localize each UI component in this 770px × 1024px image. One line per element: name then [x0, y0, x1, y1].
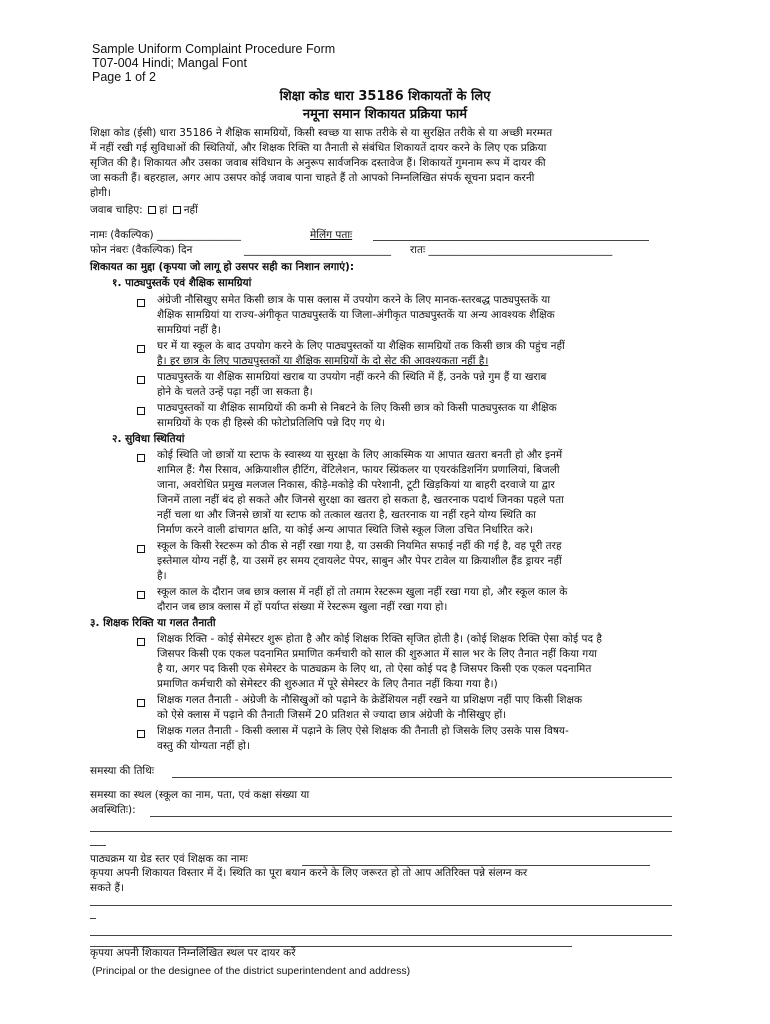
checkbox-textbooks-4[interactable] — [137, 407, 145, 415]
location-label-cont: अवस्थितिः): — [90, 804, 136, 816]
header-form-name: Sample Uniform Complaint Procedure Form — [92, 42, 336, 56]
intro-line: सृजित की है। शिकायत और उसका जवाब संविधान के अनुरूप सार्वजनिक दस्तावेज हैं। शिकायतें गुमनाम रूप में दायर की — [90, 157, 546, 169]
response-yes-label: हां — [159, 204, 168, 216]
item-line: पाठ्यपुस्तकों या शैक्षिक सामग्रियों की कमी से निबटने के लिए किसी छात्र को किसी पाठ्यपुस्तक या शैक्षिक — [157, 402, 557, 414]
intro-line: में नहीं रखी गई सुविधाओं की स्थितियों, और शिक्षक रिक्ति या तैनाती से संबंधित शिकायतें दायर करने के लिए एक प्रक्रिया — [90, 142, 547, 154]
issue-heading: शिकायत का मुद्दा (कृपया जो लागू हो उसपर सही का निशान लगाएं): — [90, 261, 355, 273]
item-line: स्कूल काल के दौरान जब छात्र क्लास में नहीं हों तो तमाम रेस्टरूम खुला नहीं रखा गया हो, और स्कूल काल के — [157, 586, 568, 598]
describe-field-line[interactable] — [90, 935, 672, 936]
response-no-checkbox[interactable] — [173, 206, 181, 214]
checkbox-facilities-1[interactable] — [137, 454, 145, 462]
form-title-line2: नमूना समान शिकायत प्रक्रिया फार्म — [302, 107, 468, 122]
location-label: समस्या का स्थल (स्कूल का नाम, पता, एवं कक्षा संख्या या — [90, 789, 310, 801]
phone-day-field[interactable]: ____________________________ — [244, 244, 391, 256]
checkbox-teacher-2[interactable] — [137, 699, 145, 707]
phone-night-field[interactable]: रातः ___________________________________ — [410, 244, 613, 256]
describe-field-line[interactable] — [90, 905, 672, 906]
item-line: दौरान जब छात्र क्लास में हों पर्याप्त संख्या में रेस्टरूम खुला नहीं रखा गया हो। — [157, 601, 448, 613]
item-line: निर्माण करने वाली ढांचागत क्षति, या कोई अन्य आपात स्थिति जिसे स्कूल जिला उचित निर्धारित करे। — [157, 524, 534, 536]
item-line: प्रमाणित कर्मचारी को सेमेस्टर की शुरुआत में पूरे सेमेस्टर के लिए तैनात नहीं किया गया है।) — [157, 678, 498, 690]
header-page-number: Page 1 of 2 — [92, 70, 156, 84]
item-line: जिसपर किसी एक एकल पदनामित प्रमाणित कर्मचारी को साल की शुरुआत में साल भर के लिए तैनात नहीं किया गया — [157, 648, 598, 660]
location-field-extra[interactable] — [90, 831, 672, 832]
item-line: नहीं चला था और जिनसे छात्रों या स्टाफ को तत्काल खतरा है, खतरनाक या नहीं रहने योग्य स्थिति का — [157, 509, 536, 521]
item-line: सामग्रियों के एक ही हिस्से की फोटोप्रतिलिपि पन्ने दिए गए थे। — [157, 417, 386, 429]
item-line: है। — [157, 570, 167, 582]
item-line: शामिल हैं: गैस रिसाव, अक्रियाशील हीटिंग, वेंटिलेशन, फायर स्प्रिंकलर या एयरकंडिशनिंग प्रणालियां, बिजली — [157, 464, 560, 476]
item-line: कोई स्थिति जो छात्रों या स्टाफ के स्वास्थ्य या सुरक्षा के लिए आकस्मिक या आपात खतरा बनती हो और इनमें — [157, 449, 563, 461]
location-field-overflow — [90, 845, 106, 846]
describe-field-overflow — [90, 918, 96, 919]
course-teacher-label: पाठ्यक्रम या ग्रेड स्तर एवं शिक्षक का नामः — [90, 853, 248, 865]
checkbox-textbooks-1[interactable] — [137, 299, 145, 307]
item-line: जाना, अवरोधित प्रमुख मलजल निकास, कीड़े-मकोड़े की परेशानी, टूटी खिड़कियां या बाहरी दरवाजे या द्वार — [157, 479, 555, 491]
item-line: पाठ्यपुस्तकें या शैक्षिक सामग्रियां खराब या उपयोग नहीं करने की स्थिति में हैं, उनके पन्ने गुम हैं या खराब — [157, 371, 547, 383]
item-line: शिक्षक गलत तैनाती - अंग्रेजी के नौसिखुओं को पढ़ाने के क्रेडेंशियल नहीं रखने या प्रशिक्षण नहीं पाए किसी शिक्षक — [157, 694, 583, 706]
phone-label: फोन नंबरः (वैकल्पिक) दिन — [90, 244, 193, 256]
item-line: सामग्रियां नहीं है। — [157, 324, 221, 336]
problem-date-field[interactable] — [172, 777, 672, 778]
item-line: जिनमें ताला नहीं बंद हो सकते और जिनसे सुरक्षा का खतरा हो सकता है, खतरनाक पदार्थ जिनका पहले पता — [157, 494, 564, 506]
principal-note: (Principal or the designee of the district superintendent and address) — [92, 965, 411, 977]
item-line: वस्तु की योग्यता नहीं हो। — [157, 740, 250, 752]
item-line: शिक्षक रिक्ति - कोई सेमेस्टर शुरू होता है और कोई शिक्षक रिक्ति सृजित होती है। (कोई शिक्षक रिक्ति ऐसा कोई पद है — [157, 633, 602, 645]
item-line: है या, अगर पद किसी एक सेमेस्टर के पाठ्यक्रम के लिए था, तो ऐसा कोई पद है जिसपर किसी एक एकल पदनामित — [157, 663, 592, 675]
checkbox-teacher-3[interactable] — [137, 730, 145, 738]
response-no-label: नहीं — [183, 204, 198, 216]
checkbox-teacher-1[interactable] — [137, 638, 145, 646]
section-heading-textbooks: १. पाठ्यपुस्तकें एवं शैक्षिक सामग्रियां — [112, 277, 252, 289]
name-field[interactable]: नामः (वैकल्पिक) ________________ — [90, 229, 241, 241]
item-line: घर में या स्कूल के बाद उपयोग करने के लिए पाठ्यपुस्तकों या शैक्षिक सामग्रियों तक किसी छात्र की पहुंच नहीं — [157, 340, 565, 352]
item-line: को ऐसे क्लास में पढ़ाने की तैनाती जिसमें 20 प्रतिशत से ज्यादा छात्र अंग्रेजी के नौसिखुए हों। — [157, 709, 507, 721]
item-line: है। हर छात्र के लिए पाठ्यपुस्तकों या शैक्षिक सामग्रियों के दो सेट की आवश्यकता नहीं है। — [157, 355, 489, 367]
intro-line: जा सकती हैं। बहरहाल, अगर आप उसपर कोई जवाब पाना चाहते हैं तो आपको निम्नलिखित संपर्क सूचना प्रदान करनी — [90, 172, 535, 184]
response-row — [90, 203, 198, 219]
checkbox-textbooks-3[interactable] — [137, 376, 145, 384]
item-line: अंग्रेजी नौसिखुए समेत किसी छात्र के पास क्लास में उपयोग करने के लिए मानक-स्तरबद्ध पाठ्यपुस्तकें या — [157, 294, 551, 306]
problem-date-label: समस्या की तिथिः — [90, 765, 154, 777]
mailing-address-label: मेलिंग पताः — [310, 229, 353, 241]
location-field[interactable] — [150, 816, 672, 817]
checkbox-facilities-3[interactable] — [137, 591, 145, 599]
item-line: होने के चलते उन्हें पढ़ा नहीं जा सकता है। — [157, 386, 313, 398]
item-line: इस्तेमाल योग्य नहीं है, या उसमें हर समय ट्वायलेट पेपर, साबुन और पेपर टावेल या क्रियाशील हैंड ड्रायर नहीं — [157, 555, 562, 567]
checkbox-textbooks-2[interactable] — [137, 345, 145, 353]
form-title-line1: शिक्षा कोड धारा 35186 शिकायतों के लिए — [279, 89, 491, 104]
describe-instruction-cont: सकते हैं। — [90, 882, 125, 894]
mailing-address-field[interactable] — [373, 240, 649, 241]
item-line: स्कूल के किसी रेस्टरूम को ठीक से नहीं रखा गया है, या उसकी नियमित सफाई नहीं की गई है, वह पूरी तरह — [157, 540, 562, 552]
response-label: जवाब चाहिए: — [90, 204, 143, 216]
file-location-label: कृपया अपनी शिकायत निम्नलिखित स्थल पर दायर करें — [90, 947, 296, 959]
checkbox-facilities-2[interactable] — [137, 545, 145, 553]
describe-instruction: कृपया अपनी शिकायत विस्तार में दें। स्थिति का पूरा बयान करने के लिए जरूरत हो तो आप अतिरिक्त पन्ने संलग्न कर — [90, 867, 528, 879]
intro-line: होगी। — [90, 187, 111, 199]
item-line: शिक्षक गलत तैनाती - किसी क्लास में पढ़ाने के लिए ऐसे शिक्षक की तैनाती हो जिसके लिए उसके पास विषय- — [157, 725, 569, 737]
intro-line: शिक्षा कोड (ईसी) धारा 35186 ने शैक्षिक सामग्रियों, किसी स्वच्छ या साफ तरीके से या सुरक्षित तरीके से या अच्छी मरम्मत — [90, 127, 553, 139]
item-line: शैक्षिक सामग्रियां या राज्य-अंगीकृत पाठ्यपुस्तकें या जिला-अंगीकृत पाठ्यपुस्तकें या अन्य आवश्यक शैक्षिक — [157, 309, 555, 321]
response-yes-checkbox[interactable] — [148, 206, 156, 214]
header-form-code: T07-004 Hindi; Mangal Font — [92, 56, 247, 70]
section-heading-teacher: ३. शिक्षक रिक्ति या गलत तैनाती — [90, 617, 216, 629]
section-heading-facilities: २. सुविधा स्थितियां — [112, 433, 185, 445]
